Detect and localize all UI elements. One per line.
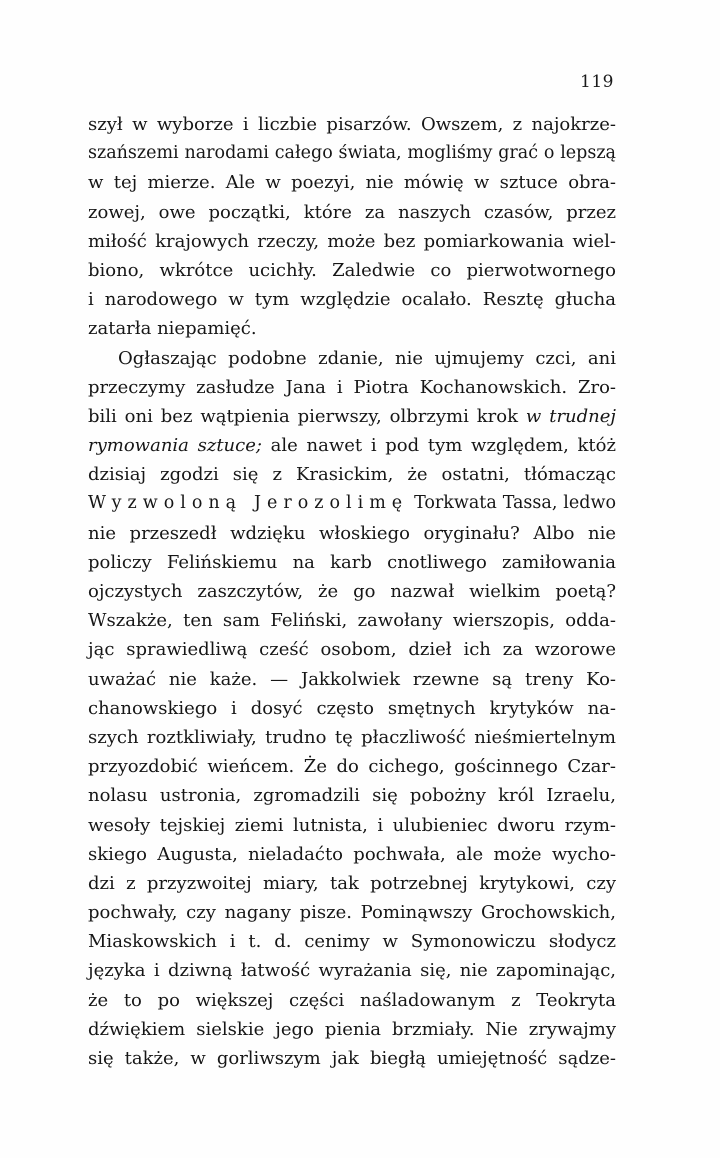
text-line: wesoły tejskiej ziemi lutnista, i ulubieniec dworu rzym-	[88, 814, 616, 836]
page-number: 119	[580, 72, 614, 92]
spaced-title: Wyzwoloną Jerozolimę	[88, 493, 409, 514]
text-line: pochwały, czy nagany pisze. Pominąwszy Grochowskich,	[88, 902, 616, 924]
text-line: chanowskiego i dosyć często smętnych krytyków na-	[88, 697, 616, 719]
text-line: dzi z przyzwoitej miary, tak potrzebnej krytykowi, czy	[88, 872, 616, 894]
text-line: i narodowego w tym względzie ocalało. Resztę głucha	[88, 289, 616, 311]
text-line: szych roztkliwiały, trudno tę płaczliwość nieśmiertelnym	[88, 726, 616, 748]
text-line: miłość krajowych rzeczy, może bez pomiarkowania wiel-	[88, 230, 616, 252]
text-line	[88, 402, 616, 431]
text-line: Ogłaszając podobne zdanie, nie ujmujemy czci, ani	[118, 347, 616, 369]
text-line: biono, wkrótce ucichły. Zaledwie co pierwotwornego	[88, 259, 616, 281]
text-line	[88, 431, 616, 460]
italic-phrase: w trudnej	[525, 405, 616, 427]
text-line: skiego Augusta, nieladaćto pochwała, ale może wycho-	[88, 843, 616, 865]
text-line: w tej mierze. Ale w poezyi, nie mówię w sztuce obra-	[88, 172, 616, 194]
text-line: że to po większej części naśladowanym z Teokryta	[88, 989, 616, 1011]
text-segment: bili oni bez wątpienia pierwszy, olbrzymi krok	[88, 405, 518, 427]
text-line: szańszemi narodami całego świata, mogliśmy grać o lepszą	[88, 143, 616, 164]
text-line: dźwiękiem sielskie jego pienia brzmiały. Nie zrywajmy	[88, 1018, 616, 1040]
text-line: ojczystych zaszczytów, że go nazwał wielkim poetą?	[88, 581, 616, 602]
text-line: nolasu ustronia, zgromadzili się pobożny król Izraelu,	[88, 785, 616, 807]
text-line: policzy Felińskiemu na karb cnotliwego zamiłowania	[88, 551, 616, 573]
body-text	[88, 110, 616, 1073]
text-line: dzisiaj zgodzi się z Krasickim, że ostatni, tłómacząc	[88, 464, 616, 486]
text-line: zatarła niepamięć.	[88, 318, 257, 340]
text-line: szył w wyborze i liczbie pisarzów. Owszem, z najokrze-	[88, 114, 616, 135]
text-line: zowej, owe początki, które za naszych czasów, przez	[88, 201, 616, 223]
italic-phrase: rymowania sztuce;	[88, 435, 262, 457]
text-segment: Torkwata Tassa, ledwo	[414, 493, 616, 514]
text-line: języka i dziwną łatwość wyrażania się, nie zapominając,	[88, 960, 616, 982]
text-line: się także, w gorliwszym jak biegłą umiejętność sądze-	[88, 1048, 616, 1069]
text-line: przyozdobić wieńcem. Że do cichego, gościnnego Czar-	[88, 756, 616, 778]
text-line: jąc sprawiedliwą cześć osobom, dzieł ich za wzorowe	[88, 639, 616, 661]
text-line: nie przeszedł wdzięku włoskiego oryginału? Albo nie	[88, 522, 616, 544]
text-line: Miaskowskich i t. d. cenimy w Symonowiczu słodycz	[88, 931, 616, 953]
text-line: uważać nie każe. — Jakkolwiek rzewne są treny Ko-	[88, 668, 616, 690]
text-line	[88, 489, 616, 518]
text-line: przeczymy zasłudze Jana i Piotra Kochanowskich. Zro-	[88, 376, 616, 398]
text-segment: ale nawet i pod tym względem, któż	[270, 435, 616, 457]
text-line: Wszakże, ten sam Feliński, zawołany wierszopis, odda-	[88, 610, 616, 632]
